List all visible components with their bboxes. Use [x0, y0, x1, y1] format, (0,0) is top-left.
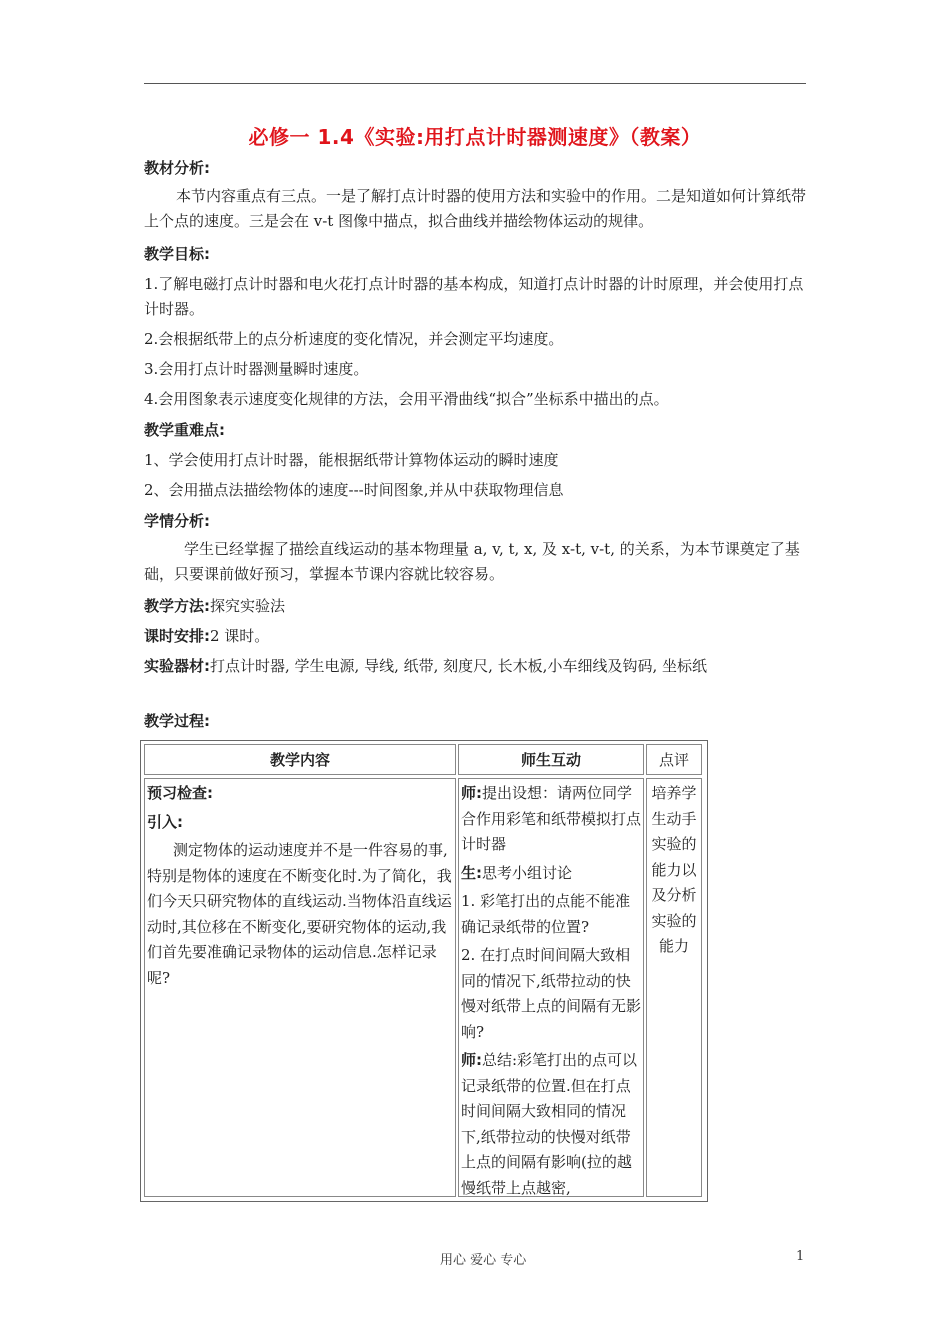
page-number: 1: [796, 1249, 805, 1264]
goal-item-3: 3.会用打点计时器测量瞬时速度。: [144, 360, 369, 378]
page-title: 必修一 1.4《实验:用打点计时器测速度》（教案）: [248, 125, 702, 149]
hours-heading: 课时安排:: [144, 627, 210, 645]
footer-text: 用心 爱心 专心: [440, 1253, 527, 1268]
student-label: 生:: [461, 863, 482, 882]
keypoint-item-1: 1、学会使用打点计时器，能根据纸带计算物体运动的瞬时速度: [144, 451, 559, 469]
keypoints-heading: 教学重难点:: [144, 421, 225, 439]
students-text: 学生已经掌握了描绘直线运动的基本物理量 a, v, t, x, 及 x-t, v-t, 的关系，为本节课奠定了基础，只要课前做好预习，掌握本节课内容就比较容易。: [144, 540, 800, 583]
goal-item-1: 1.了解电磁打点计时器和电火花打点计时器的基本构成，知道打点计时器的计时原理，并会使用打点计时器。: [144, 275, 804, 318]
section-analysis: [144, 156, 806, 234]
teacher-label: 师:: [461, 784, 482, 802]
hours-text: 2 课时。: [210, 627, 270, 645]
content-cell: [144, 778, 456, 1197]
teacher-summary: [461, 1048, 641, 1197]
teacher-text: 提出设想：请两位同学合作用彩笔和纸带模拟打点计时器: [461, 784, 642, 853]
section-process: [144, 709, 806, 734]
intro-label: 引入:: [147, 812, 183, 831]
header-interaction: 师生互动: [458, 744, 644, 775]
question-2: 2. 在打点时间间隔大致相同的情况下,纸带拉动的快慢对纸带上点的间隔有无影响?: [461, 946, 642, 1041]
header-rule: [144, 83, 806, 84]
question-1: 1. 彩笔打出的点能不能准确记录纸带的位置?: [461, 892, 631, 936]
analysis-text: 本节内容重点有三点。一是了解打点计时器的使用方法和实验中的作用。二是知道如何计算纸带上个点的速度。三是会在 v-t 图像中描点，拟合曲线并描绘物体运动的规律。: [144, 187, 807, 230]
student-discussion: [461, 861, 641, 887]
section-equipment: [144, 654, 806, 679]
goals-heading: 教学目标:: [144, 245, 210, 263]
summary-label: 师:: [461, 1051, 482, 1069]
comment-cell: [646, 778, 702, 1197]
keypoint-item-2: 2、会用描点法描绘物体的速度---时间图象,并从中获取物理信息: [144, 481, 564, 499]
section-goals: [144, 242, 806, 412]
summary-text: 总结:彩笔打出的点可以记录纸带的位置.但在打点时间间隔大致相同的情况下,纸带拉动的快慢对纸带上点的间隔有影响(拉的越慢纸带上点越密,: [461, 1051, 638, 1197]
preview-label: 预习检查:: [147, 784, 213, 802]
teacher-proposal: [461, 781, 641, 858]
student-text: 思考小组讨论: [482, 863, 573, 882]
goal-item-4: 4.会用图象表示速度变化规律的方法，会用平滑曲线“拟合”坐标系中描出的点。: [144, 390, 669, 408]
method-text: 探究实验法: [210, 597, 286, 615]
section-method: [144, 594, 806, 619]
comment-text: 培养学生动手实验的能力以及分析实验的能力: [651, 784, 697, 955]
process-heading: 教学过程:: [144, 712, 210, 730]
students-heading: 学情分析:: [144, 512, 210, 530]
method-heading: 教学方法:: [144, 597, 210, 615]
goal-item-2: 2.会根据纸带上的点分析速度的变化情况，并会测定平均速度。: [144, 330, 564, 348]
equipment-text: 打点计时器, 学生电源, 导线, 纸带, 刻度尺, 长木板,小车细线及钩码, 坐标纸: [210, 657, 707, 675]
equipment-heading: 实验器材:: [144, 657, 210, 675]
section-keypoints: [144, 418, 806, 503]
section-hours: [144, 624, 806, 649]
interaction-cell: [458, 778, 644, 1197]
header-comment: 点评: [646, 744, 702, 775]
section-students: [144, 509, 806, 587]
analysis-heading: 教材分析:: [144, 159, 210, 177]
lesson-table: [140, 740, 708, 1202]
header-content: 教学内容: [144, 744, 456, 775]
intro-text: 测定物体的运动速度并不是一件容易的事,特别是物体的速度在不断变化时.为了简化，我们今天只研究物体的直线运动.当物体沿直线运动时,其位移在不断变化,要研究物体的运动,我们首先要准确记录物体的运动信息.怎样记录呢?: [147, 841, 452, 987]
